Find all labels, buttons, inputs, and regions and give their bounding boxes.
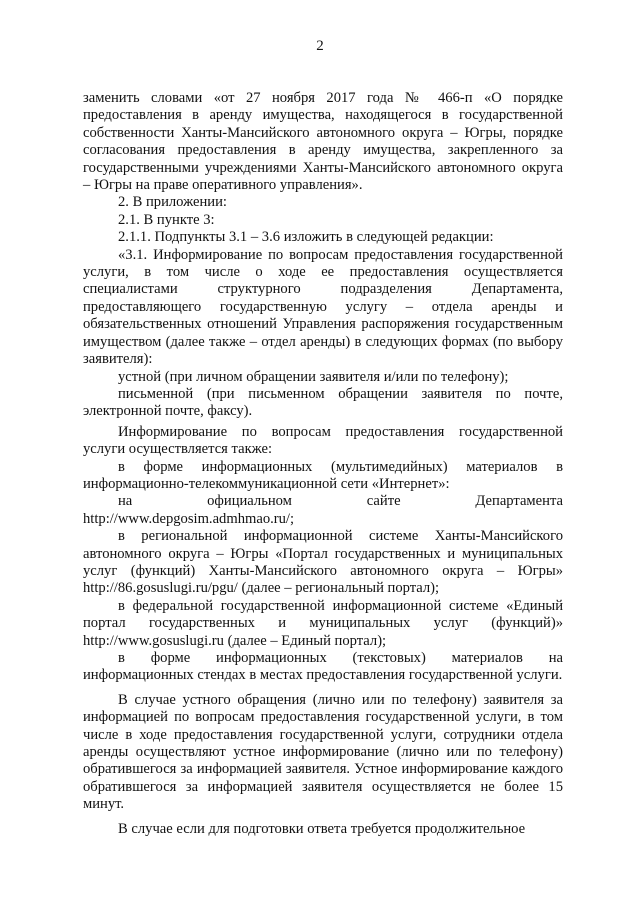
paragraph: в федеральной государственной информационной системе «Единый портал государственных и муниципальных услуг (функций)» http://www.gosuslugi.ru (далее – Единый портал);	[83, 597, 563, 649]
paragraph: В случае если для подготовки ответа требуется продолжительное	[118, 820, 526, 837]
paragraph: «3.1. Информирование по вопросам предоставления государственной услуги, в том числе о ходе ее предоставления осуществляется специалистами структурного подразделения Департамента, предоставляющего государственную услугу – отдела аренды и обязательственных отношений Управления распоряжения государственным имуществом (далее также – отдел аренды) в следующих формах (по выбору заявителя):	[83, 246, 563, 368]
paragraph: заменить словами «от 27 ноября 2017 года № 466-п «О порядке предоставления в аренду имущества, находящегося в государственной собственности Ханты-Мансийского автономного округа – Югры, порядке согласования предоставления в аренду имущества, закрепленного за государственными учреждениями Ханты-Мансийского автономного округа – Югры на праве оперативного управления».	[83, 90, 563, 194]
paragraph: Информирование по вопросам предоставления государственной услуги осуществляется также:	[83, 423, 563, 458]
paragraph: устной (при личном обращении заявителя и/или по телефону);	[118, 368, 509, 385]
paragraph: 2.1. В пункте 3:	[118, 211, 215, 228]
paragraph: В случае устного обращения (лично или по телефону) заявителя за информацией по вопросам предоставления государственной услуги, в том числе в ходе предоставления государственной услуги, сотрудники отдела аренды осуществляют устное информирование (лично или по телефону) обратившегося за информацией заявителя. Устное информирование каждого обратившегося за информацией заявителя осуществляется не более 15 минут.	[83, 691, 563, 813]
paragraph: в форме информационных (текстовых) материалов на информационных стендах в местах предоставления государственной услуги.	[83, 650, 563, 684]
paragraph: в форме информационных (мультимедийных) материалов в информационно-телекоммуникационной сети «Интернет»:	[83, 458, 563, 492]
paragraph: 2.1.1. Подпункты 3.1 – 3.6 изложить в следующей редакции:	[118, 229, 494, 246]
paragraph: в региональной информационной системе Ханты-Мансийского автономного округа – Югры «Портал государственных и муниципальных услуг (функций) Ханты-Мансийского автономного округа – Югры» http://86.gosuslugi.ru/pgu/ (далее – региональный портал);	[83, 528, 563, 597]
document-body	[83, 90, 563, 838]
paragraph: на официальном сайте Департамента http://www.depgosim.admhmao.ru/;	[83, 493, 563, 527]
paragraph: 2. В приложении:	[118, 194, 227, 211]
paragraph: письменной (при письменном обращении заявителя по почте, электронной почте, факсу).	[83, 385, 563, 420]
page-number: 2	[316, 38, 324, 54]
